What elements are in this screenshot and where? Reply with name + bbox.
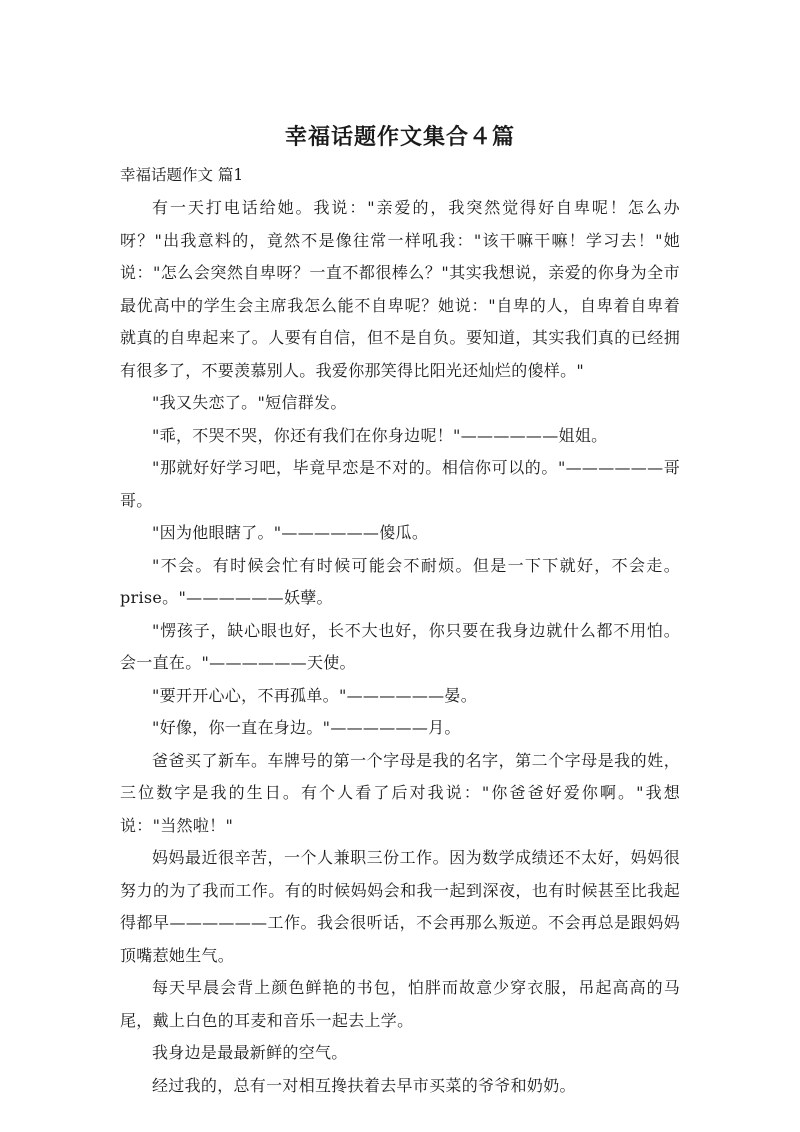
- paragraph: "不会。有时候会忙有时候可能会不耐烦。但是一下下就好，不会走。prise。"——————妖孽。: [120, 555, 680, 607]
- paragraph: "那就好好学习吧，毕竟早恋是不对的。相信你可以的。"——————哥哥。: [120, 458, 680, 510]
- paragraph: "我又失恋了。"短信群发。: [152, 393, 347, 412]
- paragraph: 每天早晨会背上颜色鲜艳的书包，怕胖而故意少穿衣服，吊起高高的马尾，戴上白色的耳麦和音乐一起去上学。: [120, 978, 680, 1030]
- paragraph: 有一天打电话给她。我说："亲爱的，我突然觉得好自卑呢！怎么办呀？"出我意料的，竟然不是像往常一样吼我："该干嘛干嘛！学习去！"她说："怎么会突然自卑呀？一直不都很棒么？"其实我想说，亲爱的你身为全市最优高中的学生会主席我怎么能不自卑呢？她说："自卑的人，自卑着自卑着就真的自卑起来了。人要有自信，但不是自负。要知道，其实我们真的已经拥有很多了，不要羡慕别人。我爱你那笑得比阳光还灿烂的傻样。": [120, 198, 680, 380]
- paragraph: 我身边是最最新鲜的空气。: [152, 1043, 348, 1062]
- paragraph: 经过我的，总有一对相互搀扶着去早市买菜的爷爷和奶奶。: [152, 1075, 576, 1095]
- paragraph: 爸爸买了新车。车牌号的第一个字母是我的名字，第二个字母是我的姓，三位数字是我的生日。有个人看了后对我说："你爸爸好爱你啊。"我想说："当然啦！": [120, 750, 680, 835]
- paragraph: 妈妈最近很辛苦，一个人兼职三份工作。因为数学成绩还不太好，妈妈很努力的为了我而工作。有的时候妈妈会和我一起到深夜，也有时候甚至比我起得都早——————工作。我会很听话，不会再那么叛逆。不会再总是跟妈妈顶嘴惹她生气。: [120, 848, 680, 965]
- paragraph: "乖，不哭不哭，你还有我们在你身边呢！"——————姐姐。: [152, 425, 608, 445]
- document-title: 幸福话题作文集合４篇: [284, 125, 515, 150]
- paragraph: "要开开心心，不再孤单。"——————晏。: [152, 685, 478, 705]
- section-heading: 幸福话题作文 篇1: [120, 166, 244, 184]
- paragraph: "好像，你一直在身边。"——————月。: [152, 718, 461, 737]
- document-body: [120, 192, 680, 1102]
- paragraph: "因为他眼瞎了。"——————傻瓜。: [152, 523, 429, 542]
- paragraph: "愣孩子，缺心眼也好，长不大也好，你只要在我身边就什么都不用怕。会一直在。"——————天使。: [120, 620, 680, 672]
